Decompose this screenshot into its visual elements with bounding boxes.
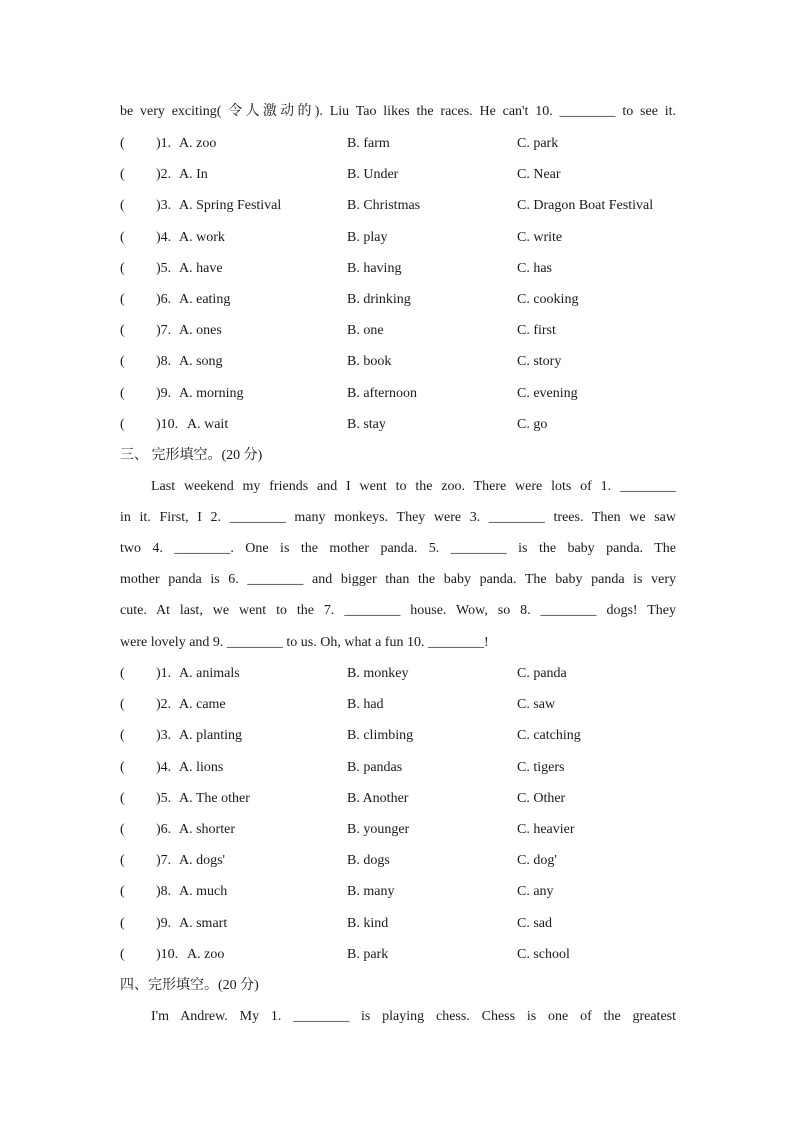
option-b: B. pandas <box>347 759 403 775</box>
option-b: B. book <box>347 354 392 370</box>
passage-line: in it. First, I 2. ________ many monkeys. They were 3. ________ trees. Then we saw <box>120 510 676 525</box>
option-c: C. tigers <box>517 759 565 775</box>
option-c: C. catching <box>517 728 581 744</box>
option-a: A. shorter <box>179 822 235 837</box>
option-b: B. afternoon <box>347 385 417 401</box>
question-number: )1. <box>156 666 172 681</box>
question-number: )9. <box>156 915 172 931</box>
option-c: C. dog' <box>517 853 557 869</box>
question-row <box>120 695 680 715</box>
question-row <box>120 196 680 216</box>
option-a: A. eating <box>179 292 231 307</box>
option-c: C. story <box>517 354 562 370</box>
question-number: )5. <box>156 790 172 806</box>
question-number: )3. <box>156 198 172 214</box>
question-number: )6. <box>156 822 172 837</box>
option-c: C. any <box>517 884 554 900</box>
question-row <box>120 945 680 965</box>
question-row <box>120 851 680 871</box>
answer-paren: ( <box>120 167 125 183</box>
answer-paren: ( <box>120 666 125 681</box>
question-number: )2. <box>156 167 172 183</box>
question-row <box>120 165 680 185</box>
option-a: A. dogs' <box>179 853 226 869</box>
option-c: C. first <box>517 323 556 339</box>
option-a: A. lions <box>179 759 224 775</box>
question-row <box>120 758 680 778</box>
option-b: B. Christmas <box>347 198 421 214</box>
answer-paren: ( <box>120 136 125 151</box>
option-a: A. smart <box>179 915 228 931</box>
answer-paren: ( <box>120 354 125 370</box>
option-a: A. work <box>179 229 225 245</box>
question-number: )8. <box>156 354 172 370</box>
passage-line: were lovely and 9. ________ to us. Oh, what a fun 10. ________! <box>120 635 489 650</box>
option-c: C. park <box>517 136 559 151</box>
question-row <box>120 882 680 902</box>
question-row <box>120 384 680 404</box>
answer-paren: ( <box>120 198 125 214</box>
question-row <box>120 789 680 809</box>
option-b: B. one <box>347 323 384 339</box>
option-c: C. heavier <box>517 822 575 837</box>
answer-paren: ( <box>120 697 125 713</box>
question-row <box>120 726 680 746</box>
option-b: B. having <box>347 260 402 276</box>
passage-line: cute. At last, we went to the 7. ________ house. Wow, so 8. ________ dogs! They <box>120 603 676 618</box>
passage-line: Last weekend my friends and I went to the zoo. There were lots of 1. ________ <box>151 479 676 494</box>
option-b: B. kind <box>347 915 389 931</box>
option-b: B. farm <box>347 136 390 151</box>
option-a: A. came <box>179 697 226 713</box>
option-a: A. In <box>179 167 208 183</box>
question-row <box>120 259 680 279</box>
option-c: C. panda <box>517 666 567 681</box>
question-row <box>120 134 680 154</box>
question-number: )6. <box>156 292 172 307</box>
option-a: A. planting <box>179 728 242 744</box>
answer-paren: ( <box>120 728 125 744</box>
passage-continuation-line: be very exciting( 令人激动的). Liu Tao likes the races. He can't 10. ________ to see it. <box>120 104 676 119</box>
question-number: )4. <box>156 229 172 245</box>
option-a: A. have <box>179 260 223 276</box>
question-row <box>120 664 680 684</box>
option-b: B. drinking <box>347 292 411 307</box>
passage-line: two 4. ________. One is the mother panda. 5. ________ is the baby panda. The <box>120 541 676 556</box>
option-b: B. climbing <box>347 728 414 744</box>
question-number: )5. <box>156 260 172 276</box>
option-b: B. stay <box>347 416 386 432</box>
passage-line: mother panda is 6. ________ and bigger than the baby panda. The baby panda is very <box>120 572 676 587</box>
question-row <box>120 415 680 435</box>
option-b: B. monkey <box>347 666 409 681</box>
option-c: C. Dragon Boat Festival <box>517 198 654 214</box>
option-a: A. ones <box>179 323 222 339</box>
option-a: A. much <box>179 884 228 900</box>
option-a: A. zoo <box>179 136 217 151</box>
option-c: C. cooking <box>517 292 579 307</box>
answer-paren: ( <box>120 946 125 962</box>
section4-passage-line: I'm Andrew. My 1. ________ is playing chess. Chess is one of the greatest <box>151 1009 676 1024</box>
option-b: B. younger <box>347 822 410 837</box>
option-b: B. play <box>347 229 388 245</box>
answer-paren: ( <box>120 790 125 806</box>
option-c: C. school <box>517 946 570 962</box>
option-b: B. Another <box>347 790 409 806</box>
option-c: C. Near <box>517 167 561 183</box>
question-row <box>120 290 680 310</box>
option-b: B. dogs <box>347 853 390 869</box>
option-a: A. zoo <box>187 946 225 962</box>
question-number: )7. <box>156 853 172 869</box>
question-row <box>120 321 680 341</box>
option-c: C. Other <box>517 790 566 806</box>
answer-paren: ( <box>120 853 125 869</box>
answer-paren: ( <box>120 229 125 245</box>
question-row <box>120 228 680 248</box>
question-number: )8. <box>156 884 172 900</box>
option-c: C. evening <box>517 385 578 401</box>
question-row <box>120 914 680 934</box>
answer-paren: ( <box>120 822 125 837</box>
option-a: A. song <box>179 354 223 370</box>
option-c: C. sad <box>517 915 552 931</box>
option-b: B. had <box>347 697 384 713</box>
question-number: )7. <box>156 323 172 339</box>
question-row <box>120 820 680 840</box>
option-b: B. park <box>347 946 389 962</box>
option-b: B. many <box>347 884 395 900</box>
answer-paren: ( <box>120 385 125 401</box>
answer-paren: ( <box>120 416 125 432</box>
option-a: A. wait <box>187 416 229 432</box>
option-b: B. Under <box>347 167 399 183</box>
question-row <box>120 352 680 372</box>
question-number: )4. <box>156 759 172 775</box>
option-c: C. has <box>517 260 552 276</box>
answer-paren: ( <box>120 915 125 931</box>
question-number: )1. <box>156 136 172 151</box>
option-c: C. saw <box>517 697 556 713</box>
option-a: A. animals <box>179 666 240 681</box>
option-c: C. go <box>517 416 548 432</box>
option-a: A. The other <box>179 790 250 806</box>
question-number: )10. <box>156 946 179 962</box>
question-number: )2. <box>156 697 172 713</box>
answer-paren: ( <box>120 759 125 775</box>
section3-heading: 三、 完形填空。(20 分) <box>120 448 263 463</box>
question-number: )9. <box>156 385 172 401</box>
option-c: C. write <box>517 229 563 245</box>
option-a: A. morning <box>179 385 244 401</box>
question-number: )10. <box>156 416 179 432</box>
answer-paren: ( <box>120 884 125 900</box>
option-a: A. Spring Festival <box>179 198 282 214</box>
answer-paren: ( <box>120 260 125 276</box>
answer-paren: ( <box>120 292 125 307</box>
section4-heading: 四、完形填空。(20 分) <box>120 978 259 993</box>
answer-paren: ( <box>120 323 125 339</box>
question-number: )3. <box>156 728 172 744</box>
